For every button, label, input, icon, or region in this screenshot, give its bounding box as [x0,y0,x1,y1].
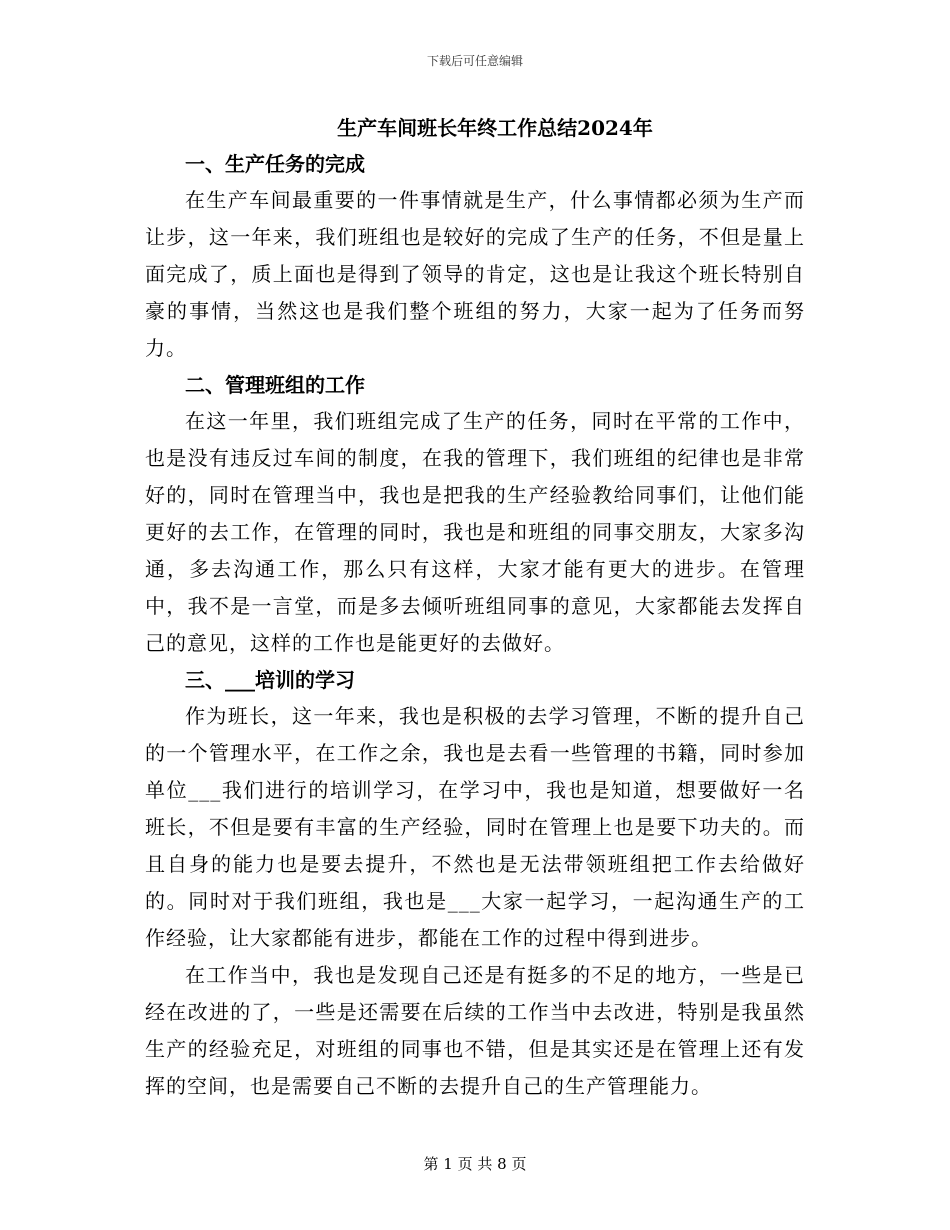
paragraph: 在这一年里，我们班组完成了生产的任务，同时在平常的工作中，也是没有违反过车间的制度，在我的管理下，我们班组的纪律也是非常好的，同时在管理当中，我也是把我的生产经验教给同事们，让他们能更好的去工作，在管理的同时，我也是和班组的同事交朋友，大家多沟通，多去沟通工作，那么只有这样，大家才能有更大的进步。在管理中，我不是一言堂，而是多去倾听班组同事的意见，大家都能去发挥自己的意见，这样的工作也是能更好的去做好。 [145,409,805,655]
section-heading: 三、___培训的学习 [185,668,355,692]
section-2 [145,367,805,662]
section-1 [145,146,805,367]
page-header: 下载后可任意编辑 [426,54,523,68]
paragraph: 作为班长，这一年来，我也是积极的去学习管理，不断的提升自己的一个管理水平，在工作之余，我也是去看一些管理的书籍，同时参加单位___我们进行的培训学习，在学习中，我也是知道，想要做好一名班长，不但是要有丰富的生产经验，同时在管理上也是要下功夫的。而且自身的能力也是要去提升，不然也是无法带领班组把工作去给做好的。同时对于我们班组，我也是___大家一起学习，一起沟通生产的工作经验，让大家都能有进步，都能在工作的过程中得到进步。 [145,704,805,950]
section-3 [145,662,805,1105]
page-footer-page-number: 第 1 页 共 8 页 [423,1155,527,1173]
document-body [145,110,805,1105]
paragraph: 在工作当中，我也是发现自己还是有挺多的不足的地方，一些是已经在改进的了，一些是还需要在后续的工作当中去改进，特别是我虽然生产的经验充足，对班组的同事也不错，但是其实还是在管理上还有发挥的空间，也是需要自己不断的去提升自己的生产管理能力。 [145,963,805,1098]
document-title: 生产车间班长年终工作总结2024年 [337,116,653,140]
paragraph: 在生产车间最重要的一件事情就是生产，什么事情都必须为生产而让步，这一年来，我们班组也是较好的完成了生产的任务，不但是量上面完成了，质上面也是得到了领导的肯定，这也是让我这个班长特别自豪的事情，当然这也是我们整个班组的努力，大家一起为了任务而努力。 [145,188,805,360]
section-heading: 一、生产任务的完成 [185,152,365,176]
section-heading: 二、管理班组的工作 [185,373,365,397]
